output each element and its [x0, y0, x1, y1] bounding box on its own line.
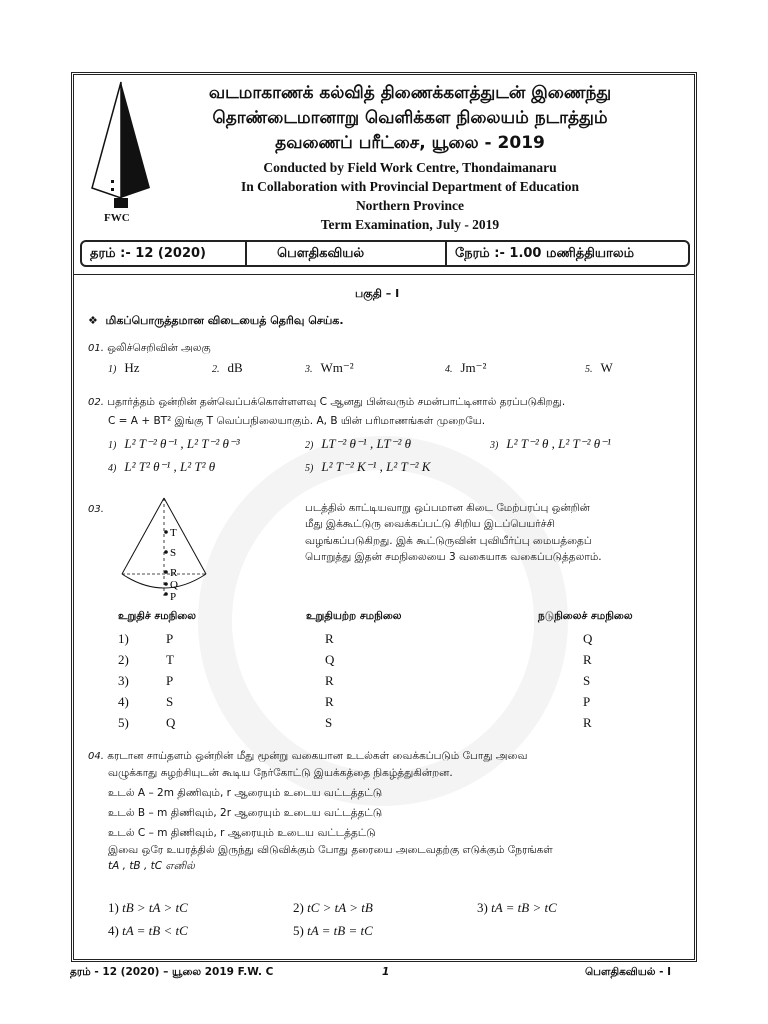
option-text: Wm⁻²: [320, 360, 354, 375]
option-number: 4.: [445, 364, 453, 375]
q4-body-a: உடல் A – 2m திணிவும், r ஆரையும் உடைய வட்டத்தட்டு: [108, 786, 383, 799]
cell: S: [166, 694, 174, 709]
option-number: 5): [305, 463, 314, 474]
q2-text-1: பதார்த்தம் ஒன்றின் தன்வெப்பக்கொள்ளளவு C ஆனது பின்வரும் சமன்பாட்டினால் தரப்படுகிறது.: [107, 396, 566, 408]
option-text: dB: [227, 360, 243, 375]
header-tamil-line-2: தொண்டைமானாறு வெளிக்கள நிலையம் நடாத்தும்: [212, 108, 608, 128]
option-text: L² T² θ⁻¹ , L² T² θ: [124, 459, 216, 474]
q2-option-4: [108, 459, 215, 475]
cell: R: [583, 652, 592, 667]
q4-text-2: வழுக்காது சுழற்சியுடன் கூடிய நேர்கோட்டு இயக்கத்தை நிகழ்த்துகின்றன.: [108, 766, 453, 779]
subject-label: பௌதிகவியல்: [247, 242, 447, 265]
q1-number: 01.: [88, 343, 104, 354]
cell: T: [166, 652, 174, 667]
page-number: 1: [382, 966, 390, 978]
q4-option-2: [293, 900, 373, 916]
q4-option-5: [293, 923, 373, 939]
q2-text-2: C = A + BT² இங்கு T வெப்பநிலையாகும். A, B யின் பரிமாணங்கள் முறையே.: [108, 415, 486, 427]
row-number: 1): [118, 631, 129, 646]
cell: R: [325, 673, 334, 688]
header-en-line-2: In Collaboration with Provincial Department of Education: [240, 179, 579, 194]
label-p: P: [170, 591, 177, 603]
label-r: R: [170, 567, 178, 579]
q2-option-3: [490, 436, 611, 452]
q2-option-5: [305, 459, 430, 475]
option-text: L² T⁻² θ⁻¹ , L² T⁻² θ⁻³: [124, 436, 240, 451]
divider: [74, 274, 694, 275]
q3-para-line-3: வழங்கப்படுகிறது. இக் கூட்டுருவின் புவியீர்ப்பு மையத்தைப்: [305, 534, 592, 547]
q4-option-4: [108, 923, 188, 939]
label-q: Q: [170, 579, 178, 591]
section-title: பகுதி – I: [355, 287, 400, 300]
grade-label: தரம் :- 12 (2020): [82, 242, 247, 265]
header-tamil-line-3: தவணைப் பரீட்சை, யூலை - 2019: [275, 133, 545, 153]
option-number: 3.: [305, 364, 313, 375]
footer-right: பௌதிகவியல் - I: [585, 966, 672, 978]
option-text: Hz: [124, 360, 140, 375]
option-number: 1): [108, 364, 117, 375]
q4-option-3: [477, 900, 557, 916]
table-row: [118, 715, 678, 736]
cell: Q: [583, 631, 593, 646]
header-en-line-4: Term Examination, July - 2019: [320, 217, 500, 232]
label-t: T: [170, 527, 177, 539]
q3-para-line-1: படத்தில் காட்டியவாறு ஒப்பமான கிடை மேற்பரப்பு ஒன்றின்: [305, 502, 590, 514]
col-neutral: நடுநிலைச் சமநிலை: [538, 610, 633, 622]
cell: P: [583, 694, 591, 709]
q4-block: [88, 748, 688, 874]
row-number: 4): [118, 694, 129, 709]
cell: Q: [325, 652, 335, 667]
q3-para: [305, 500, 687, 565]
option-text: L² T⁻² K⁻¹ , L² T⁻² K: [321, 459, 431, 474]
row-number: 5): [118, 715, 129, 730]
diamond-bullet-icon: ❖: [88, 314, 106, 327]
q3-table: [118, 610, 678, 736]
footer-left: தரம் - 12 (2020) – யூலை 2019 F.W. C: [70, 966, 274, 978]
q2-option-2: [305, 436, 411, 452]
option-text: tA = tB < tC: [122, 923, 188, 938]
option-text: LT⁻² θ⁻¹ , LT⁻² θ: [321, 436, 412, 451]
row-number: 2): [118, 652, 129, 667]
header-en-line-3: Northern Province: [355, 198, 465, 213]
q4-body-c: உடல் C – m திணிவும், r ஆரையும் உடைய வட்டத்தட்டு: [108, 827, 376, 840]
option-number: 2.: [212, 364, 220, 375]
option-number: 5): [293, 923, 304, 938]
q1-option-2: [212, 360, 243, 376]
q4-number: 04.: [88, 751, 104, 762]
option-number: 4): [108, 463, 117, 474]
cell: P: [166, 673, 174, 688]
cell: P: [166, 631, 174, 646]
q4-text-1: கரடான சாய்தளம் ஒன்றின் மீது மூன்று வகையான உடல்கள் வைக்கப்படும் போது அவை: [107, 750, 528, 762]
q2-number: 02.: [88, 397, 104, 408]
option-text: tC > tA > tB: [307, 900, 373, 915]
option-number: 1): [108, 440, 117, 451]
cell: R: [583, 715, 592, 730]
cone-figure: [114, 492, 254, 610]
cell: S: [583, 673, 591, 688]
logo-caption: FWC: [104, 212, 130, 224]
q1-option-3: [305, 360, 354, 376]
time-label: நேரம் :- 1.00 மணித்தியாலம்: [455, 245, 635, 261]
option-text: Jm⁻²: [460, 360, 487, 375]
option-number: 4): [108, 923, 119, 938]
q4-body-b: உடல் B – m திணிவும், 2r ஆரையும் உடைய வட்டத்தட்டு: [108, 807, 383, 820]
q1-option-4: [445, 360, 486, 376]
cell: R: [325, 694, 334, 709]
cell: R: [325, 631, 334, 646]
q3-para-line-4: பொறுத்து இதன் சமநிலையை 3 வகையாக வகைப்படுத்தலாம்.: [305, 550, 602, 563]
instruction: [88, 314, 344, 329]
q1-text: ஒலிச்செறிவின் அலகு: [107, 342, 211, 354]
q3-number: 03.: [88, 504, 104, 515]
table-row: [118, 631, 678, 652]
option-text: W: [600, 360, 613, 375]
label-s: S: [170, 547, 177, 559]
cell: S: [325, 715, 333, 730]
table-row: [118, 694, 678, 715]
cell: Q: [166, 715, 176, 730]
col-unstable: உறுதியற்ற சமநிலை: [306, 610, 402, 622]
row-number: 3): [118, 673, 129, 688]
q4-line-1: [88, 748, 688, 765]
info-bar: [80, 240, 690, 267]
option-text: tA = tB > tC: [491, 900, 557, 915]
option-number: 5.: [585, 364, 593, 375]
option-number: 2): [293, 900, 304, 915]
q2-line-1: [88, 394, 688, 411]
q4-option-1: [108, 900, 188, 916]
q4-text-4: tA , tB , tC எனில்: [108, 859, 195, 872]
option-number: 3): [477, 900, 488, 915]
header-en-line-1: Conducted by Field Work Centre, Thondaimanaru: [263, 160, 557, 175]
col-stable: உறுதிச் சமநிலை: [118, 610, 196, 622]
q1-option-5: [585, 360, 613, 376]
q1-line: [88, 340, 211, 357]
fwc-logo-icon: [88, 80, 152, 210]
instruction-text: மிகப்பொருத்தமான விடையைத் தெரிவு செய்க.: [105, 314, 344, 327]
q4-text-3: இவை ஒரே உயரத்தில் இருந்து விடுவிக்கும் போது தரையை அடைவதற்கு எடுக்கும் நேரங்கள்: [108, 843, 553, 856]
table-row: [118, 652, 678, 673]
option-number: 2): [305, 440, 314, 451]
option-text: L² T⁻² θ , L² T⁻² θ⁻¹: [506, 436, 611, 451]
q2-option-1: [108, 436, 240, 452]
option-number: 1): [108, 900, 119, 915]
table-header: [118, 610, 678, 631]
option-text: tA = tB = tC: [307, 923, 373, 938]
option-text: tB > tA > tC: [122, 900, 188, 915]
option-number: 3): [490, 440, 499, 451]
q3-para-line-2: மீது இக்கூட்டுரு வைக்கப்பட்டு சிறிய இடப்பெயர்ச்சி: [305, 518, 555, 531]
q1-option-1: [108, 360, 140, 376]
table-row: [118, 673, 678, 694]
header-tamil-line-1: வடமாகாணக் கல்வித் திணைக்களத்துடன் இணைந்து: [208, 83, 612, 103]
